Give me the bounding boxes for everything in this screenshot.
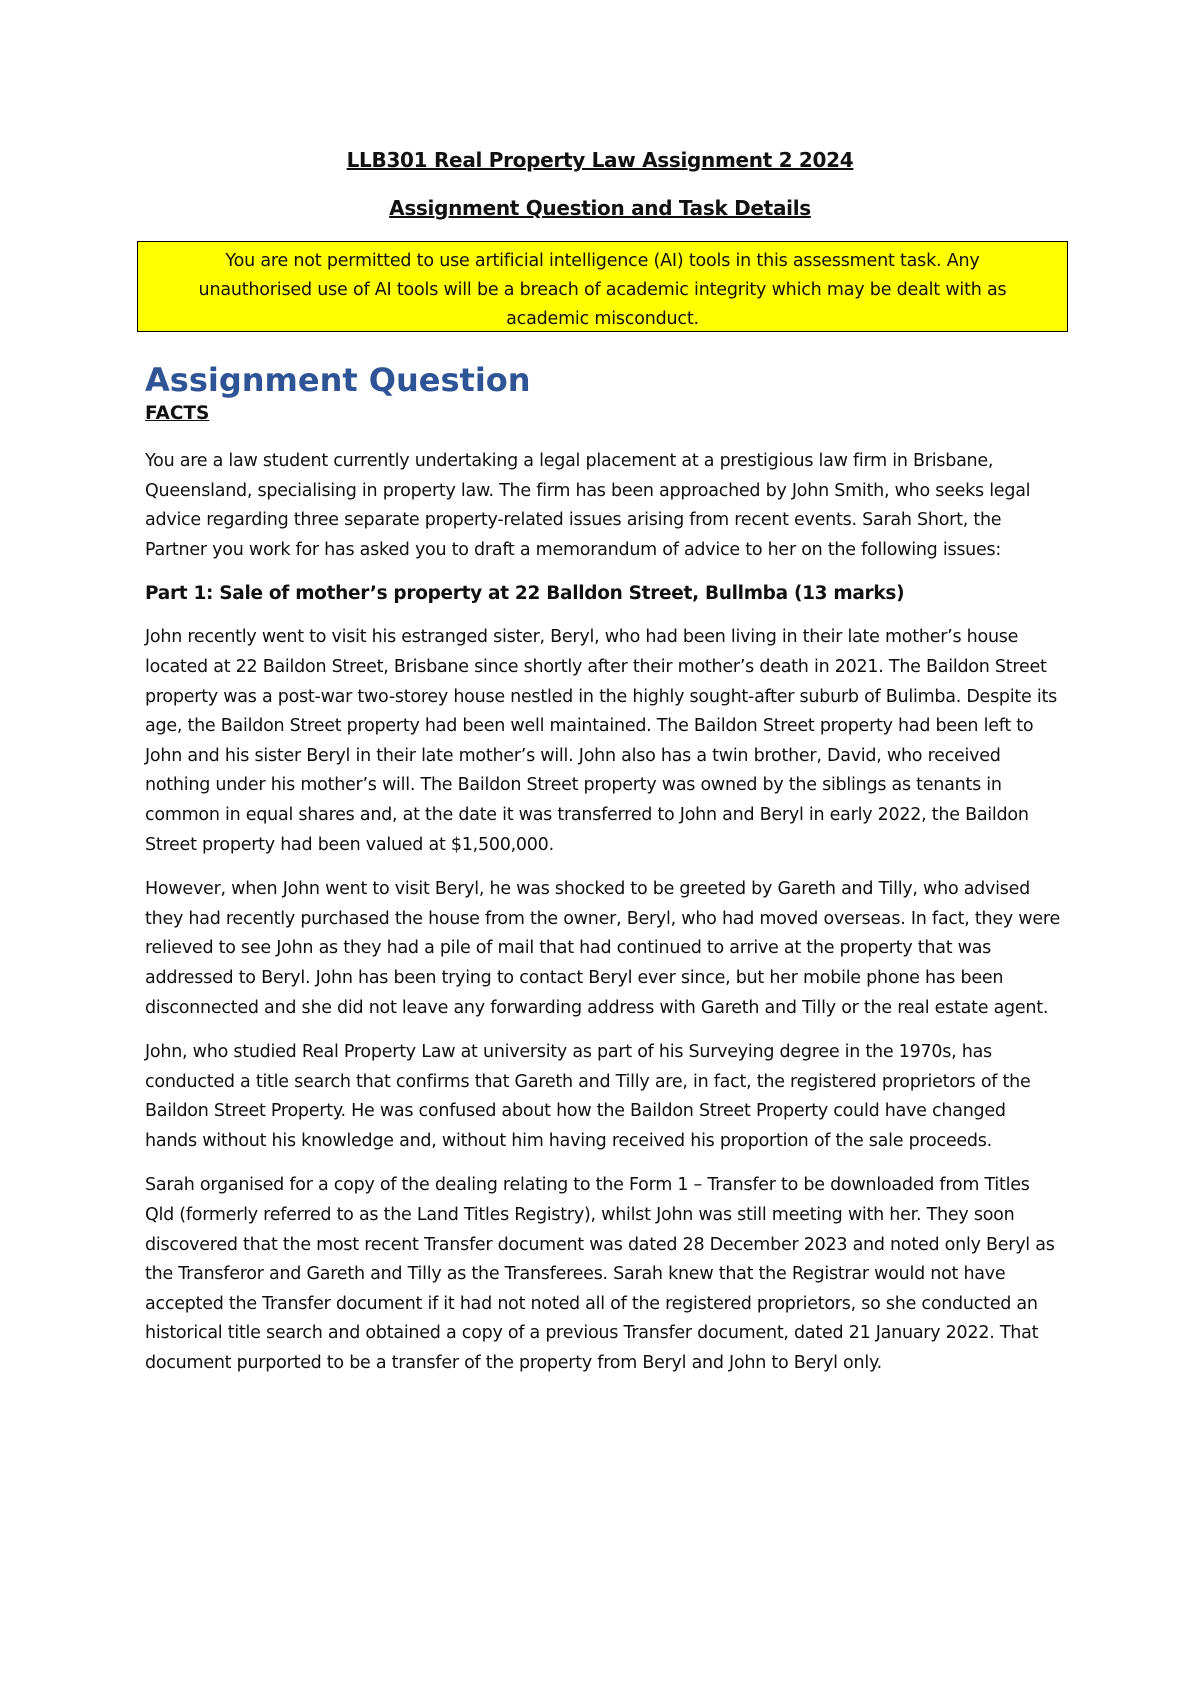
facts-heading: FACTS	[145, 403, 210, 424]
body-paragraph: However, when John went to visit Beryl, he was shocked to be greeted by Gareth and Tilly, who advised they had recently purchased the house from the owner, Beryl, who had moved overseas. In fact, they were relieved to see John as they had a pile of mail that had continued to arrive at the property that was addressed to Beryl. John has been trying to contact Beryl ever since, but her mobile phone has been disconnected and she did not leave any forwarding address with Gareth and Tilly or the real estate agent.	[145, 879, 1060, 1018]
document-subtitle: Assignment Question and Task Details	[389, 196, 811, 220]
section-heading: Assignment Question	[145, 361, 531, 399]
document-body	[145, 360, 1060, 1394]
body-paragraph: John recently went to visit his estranged sister, Beryl, who had been living in their late mother’s house located at 22 Baildon Street, Brisbane since shortly after their mother’s death in 2021. The Baildon Street property was a post-war two-storey house nestled in the highly sought-after suburb of Bulimba. Despite its age, the Baildon Street property had been well maintained. The Baildon Street property had been left to John and his sister Beryl in their late mother’s will. John also has a twin brother, David, who received nothing under his mother’s will. The Baildon Street property was owned by the siblings as tenants in common in equal shares and, at the date it was transferred to John and Beryl in early 2022, the Baildon Street property had been valued at $1,500,000.	[145, 627, 1057, 855]
intro-paragraph: You are a law student currently undertaking a legal placement at a prestigious law firm in Brisbane, Queensland, specialising in property law. The firm has been approached by John Smith, who seeks legal advice regarding three separate property-related issues arising from recent events. Sarah Short, the Partner you work for has asked you to draft a memorandum of advice to her on the following issues:	[145, 451, 1031, 560]
document-title: LLB301 Real Property Law Assignment 2 2024	[346, 148, 854, 172]
body-paragraph: Sarah organised for a copy of the dealing relating to the Form 1 – Transfer to be downloaded from Titles Qld (formerly referred to as the Land Titles Registry), whilst John was still meeting with her. They soon discovered that the most recent Transfer document was dated 28 December 2023 and noted only Beryl as the Transferor and Gareth and Tilly as the Transferees. Sarah knew that the Registrar would not have accepted the Transfer document if it had not noted all of the registered proprietors, so she conducted an historical title search and obtained a copy of a previous Transfer document, dated 21 January 2022. That document purported to be a transfer of the property from Beryl and John to Beryl only.	[145, 1175, 1055, 1374]
part1-heading: Part 1: Sale of mother’s property at 22 Balldon Street, Bullmba (13 marks)	[145, 583, 905, 605]
ai-notice-box: You are not permitted to use artificial intelligence (AI) tools in this assessment task. Any unauthorised use of AI tools will be a breach of academic integrity which may be dealt with as academic misconduct.	[137, 241, 1068, 332]
body-paragraph: John, who studied Real Property Law at university as part of his Surveying degree in the 1970s, has conducted a title search that confirms that Gareth and Tilly are, in fact, the registered proprietors of the Baildon Street Property. He was confused about how the Baildon Street Property could have changed hands without his knowledge and, without him having received his proportion of the sale proceeds.	[145, 1042, 1031, 1151]
